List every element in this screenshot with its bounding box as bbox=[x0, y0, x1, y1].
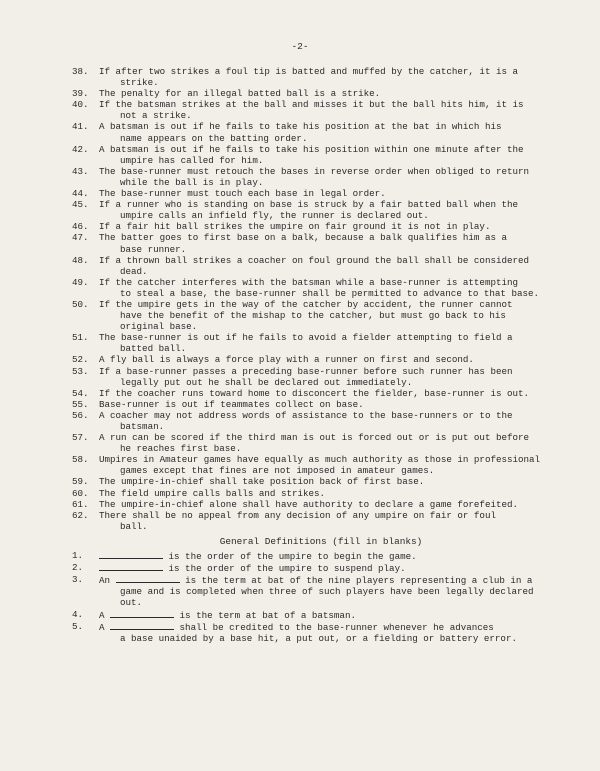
rule-line: The base-runner must retouch the bases in reverse order when obliged to return bbox=[99, 165, 530, 177]
rule-item bbox=[72, 499, 562, 510]
rule-number: 49. bbox=[72, 276, 89, 288]
rule-number: 52. bbox=[72, 354, 89, 366]
rule-line: A batsman is out if he fails to take his position at the bat in which his bbox=[99, 121, 502, 133]
rule-text bbox=[99, 488, 562, 499]
rule-text bbox=[99, 388, 562, 399]
rule-number: 59. bbox=[72, 476, 89, 488]
definition-text bbox=[99, 621, 562, 644]
rule-text bbox=[99, 88, 562, 99]
rule-line-continued: umpire calls an infield fly, the runner is declared out. bbox=[120, 210, 429, 222]
rule-line: A coacher may not address words of assistance to the base-runners or to the bbox=[99, 409, 513, 421]
fill-in-blank[interactable] bbox=[99, 550, 163, 559]
rule-number: 42. bbox=[72, 143, 89, 155]
rule-line: Base-runner is out if teammates collect on base. bbox=[99, 398, 364, 410]
rule-line: If the batsman strikes at the ball and misses it but the ball hits him, it is bbox=[99, 99, 524, 111]
rule-number: 50. bbox=[72, 298, 89, 310]
rule-item bbox=[72, 399, 562, 410]
rule-item bbox=[72, 255, 562, 277]
rule-line: A batsman is out if he fails to take his position within one minute after the bbox=[99, 143, 524, 155]
rule-item bbox=[72, 432, 562, 454]
definition-item bbox=[72, 609, 562, 621]
definition-item bbox=[72, 621, 562, 644]
rule-item bbox=[72, 99, 562, 121]
rule-line-continued: to steal a base, the base-runner shall be permitted to advance to that base. bbox=[120, 287, 540, 299]
rule-line: There shall be no appeal from any decision of any umpire on fair or foul bbox=[99, 509, 496, 521]
rule-number: 38. bbox=[72, 66, 89, 77]
rule-item bbox=[72, 188, 562, 199]
rule-number: 45. bbox=[72, 199, 89, 211]
definition-prefix: A bbox=[99, 621, 105, 633]
definition-text bbox=[99, 550, 562, 562]
rule-text bbox=[99, 166, 562, 188]
rule-line-continued: games except that fines are not imposed in amateur games. bbox=[120, 465, 435, 477]
rule-text bbox=[99, 99, 562, 121]
rule-item bbox=[72, 299, 562, 332]
rule-number: 53. bbox=[72, 365, 89, 377]
rule-item bbox=[72, 354, 562, 365]
rule-line-continued: base runner. bbox=[120, 243, 187, 255]
rule-number: 46. bbox=[72, 221, 89, 233]
rule-line: If the coacher runs toward home to disconcert the fielder, base-runner is out. bbox=[99, 387, 530, 399]
rule-item bbox=[72, 388, 562, 399]
rule-number: 48. bbox=[72, 254, 89, 266]
page-number: -2- bbox=[291, 41, 309, 52]
definition-line: is the term at bat of a batsman. bbox=[179, 609, 356, 621]
rule-text bbox=[99, 188, 562, 199]
rule-line: If the catcher interferes with the batsman while a base-runner is attempting bbox=[99, 276, 519, 288]
rule-line-continued: batted ball. bbox=[120, 343, 187, 355]
rule-text bbox=[99, 510, 562, 532]
rule-text bbox=[99, 399, 562, 410]
definition-number: 2. bbox=[72, 562, 84, 574]
rule-number: 57. bbox=[72, 432, 89, 444]
rule-item bbox=[72, 488, 562, 499]
rule-text bbox=[99, 499, 562, 510]
definition-line: is the order of the umpire to begin the game. bbox=[168, 551, 417, 563]
rule-text bbox=[99, 432, 562, 454]
rule-line: The base-runner must touch each base in legal order. bbox=[99, 188, 386, 200]
rule-text bbox=[99, 255, 562, 277]
definition-line-continued: game and is completed when three of such players have been legally declared bbox=[120, 586, 534, 598]
rule-item bbox=[72, 121, 562, 143]
rule-line-continued: legally put out he shall be declared out immediately. bbox=[120, 376, 413, 388]
definition-prefix: An bbox=[99, 575, 111, 587]
rule-number: 44. bbox=[72, 188, 89, 200]
rule-text bbox=[99, 454, 562, 476]
rule-line-continued: not a strike. bbox=[120, 110, 192, 122]
rule-number: 40. bbox=[72, 99, 89, 111]
fill-in-blank[interactable] bbox=[99, 562, 163, 571]
definition-line: is the order of the umpire to suspend play. bbox=[168, 563, 406, 575]
rule-line: The field umpire calls balls and strikes. bbox=[99, 487, 326, 499]
rule-text bbox=[99, 232, 562, 254]
fill-in-blank[interactable] bbox=[110, 621, 174, 630]
rule-number: 62. bbox=[72, 509, 89, 521]
rule-text bbox=[99, 366, 562, 388]
rule-line-continued: batsman. bbox=[120, 421, 165, 432]
rule-number: 39. bbox=[72, 88, 89, 100]
rule-text bbox=[99, 410, 562, 432]
rule-line: The batter goes to first base on a balk, because a balk qualifies him as a bbox=[99, 232, 507, 244]
fill-in-blank[interactable] bbox=[110, 609, 174, 618]
rule-number: 41. bbox=[72, 121, 89, 133]
definition-number: 1. bbox=[72, 550, 84, 562]
rule-line: A run can be scored if the third man is out is forced out or is put out before bbox=[99, 432, 530, 444]
definition-item bbox=[72, 574, 562, 608]
rule-line: Umpires in Amateur games have equally as much authority as those in professional bbox=[99, 454, 541, 466]
definition-line: shall be credited to the base-runner whenever he advances bbox=[179, 621, 494, 633]
definition-text bbox=[99, 609, 562, 621]
rule-item bbox=[72, 66, 562, 88]
rule-line: The umpire-in-chief shall take position back of first base. bbox=[99, 476, 425, 488]
rule-number: 54. bbox=[72, 387, 89, 399]
definition-line-continued: a base unaided by a base hit, a put out, or a fielding or battery error. bbox=[120, 632, 517, 644]
rule-number: 60. bbox=[72, 487, 89, 499]
definition-text bbox=[99, 574, 562, 608]
rule-line-continued: have the benefit of the mishap to the catcher, but must go back to his bbox=[120, 310, 506, 322]
rule-text bbox=[99, 277, 562, 299]
rule-line-continued: dead. bbox=[120, 265, 148, 277]
rule-line-continued: while the ball is in play. bbox=[120, 176, 264, 188]
rule-number: 58. bbox=[72, 454, 89, 466]
rule-line-continued: name appears on the batting order. bbox=[120, 132, 308, 144]
rule-line: The umpire-in-chief alone shall have authority to declare a game forefeited. bbox=[99, 498, 519, 510]
definition-item bbox=[72, 550, 562, 562]
rules-list bbox=[72, 66, 562, 644]
rule-item bbox=[72, 199, 562, 221]
rule-text bbox=[99, 121, 562, 143]
rule-number: 56. bbox=[72, 409, 89, 421]
rule-line-continued: umpire has called for him. bbox=[120, 154, 264, 166]
fill-in-blank[interactable] bbox=[116, 574, 180, 583]
rule-line: If the umpire gets in the way of the catcher by accident, the runner cannot bbox=[99, 298, 513, 310]
rule-item bbox=[72, 410, 562, 432]
rule-text bbox=[99, 199, 562, 221]
rule-text bbox=[99, 221, 562, 232]
definition-line-continued: out. bbox=[120, 597, 143, 609]
rule-item bbox=[72, 332, 562, 354]
rule-line: If a thrown ball strikes a coacher on foul ground the ball shall be considered bbox=[99, 254, 530, 266]
rule-number: 51. bbox=[72, 332, 89, 344]
rule-line-continued: he reaches first base. bbox=[120, 443, 242, 455]
rule-line: A fly ball is always a force play with a runner on first and second. bbox=[99, 354, 474, 366]
rule-text bbox=[99, 476, 562, 487]
rule-line: If after two strikes a foul tip is batted and muffed by the catcher, it is a bbox=[99, 66, 519, 77]
rule-line-continued: original base. bbox=[120, 321, 198, 333]
rule-line: If a fair hit ball strikes the umpire on fair ground it is not in play. bbox=[99, 221, 491, 233]
rule-line: If a runner who is standing on base is struck by a fair batted ball when the bbox=[99, 199, 519, 211]
rule-item bbox=[72, 232, 562, 254]
rule-item bbox=[72, 454, 562, 476]
definition-number: 3. bbox=[72, 574, 84, 586]
definition-number: 4. bbox=[72, 608, 84, 620]
rule-number: 55. bbox=[72, 398, 89, 410]
rule-number: 43. bbox=[72, 165, 89, 177]
definition-item bbox=[72, 562, 562, 574]
rule-text bbox=[99, 66, 562, 88]
definitions-heading: General Definitions (fill in blanks) bbox=[219, 535, 423, 547]
rule-item bbox=[72, 166, 562, 188]
rule-text bbox=[99, 144, 562, 166]
definition-text bbox=[99, 562, 562, 574]
rule-line: The base-runner is out if he fails to avoid a fielder attempting to field a bbox=[99, 332, 513, 344]
rule-line-continued: strike. bbox=[120, 77, 159, 89]
rule-line: The penalty for an illegal batted ball is a strike. bbox=[99, 88, 381, 100]
definition-prefix: A bbox=[99, 609, 105, 621]
definition-number: 5. bbox=[72, 620, 84, 632]
rule-text bbox=[99, 332, 562, 354]
definition-line: is the term at bat of the nine players representing a club in a bbox=[185, 575, 533, 587]
rule-number: 61. bbox=[72, 498, 89, 510]
rule-item bbox=[72, 476, 562, 487]
rule-item bbox=[72, 510, 562, 532]
rule-line-continued: ball. bbox=[120, 520, 148, 532]
rule-number: 47. bbox=[72, 232, 89, 244]
rule-item bbox=[72, 366, 562, 388]
rule-item bbox=[72, 144, 562, 166]
rule-item bbox=[72, 277, 562, 299]
rule-item bbox=[72, 88, 562, 99]
rule-line: If a base-runner passes a preceding base-runner before such runner has been bbox=[99, 365, 513, 377]
rule-text bbox=[99, 299, 562, 332]
rule-text bbox=[99, 354, 562, 365]
rule-item bbox=[72, 221, 562, 232]
